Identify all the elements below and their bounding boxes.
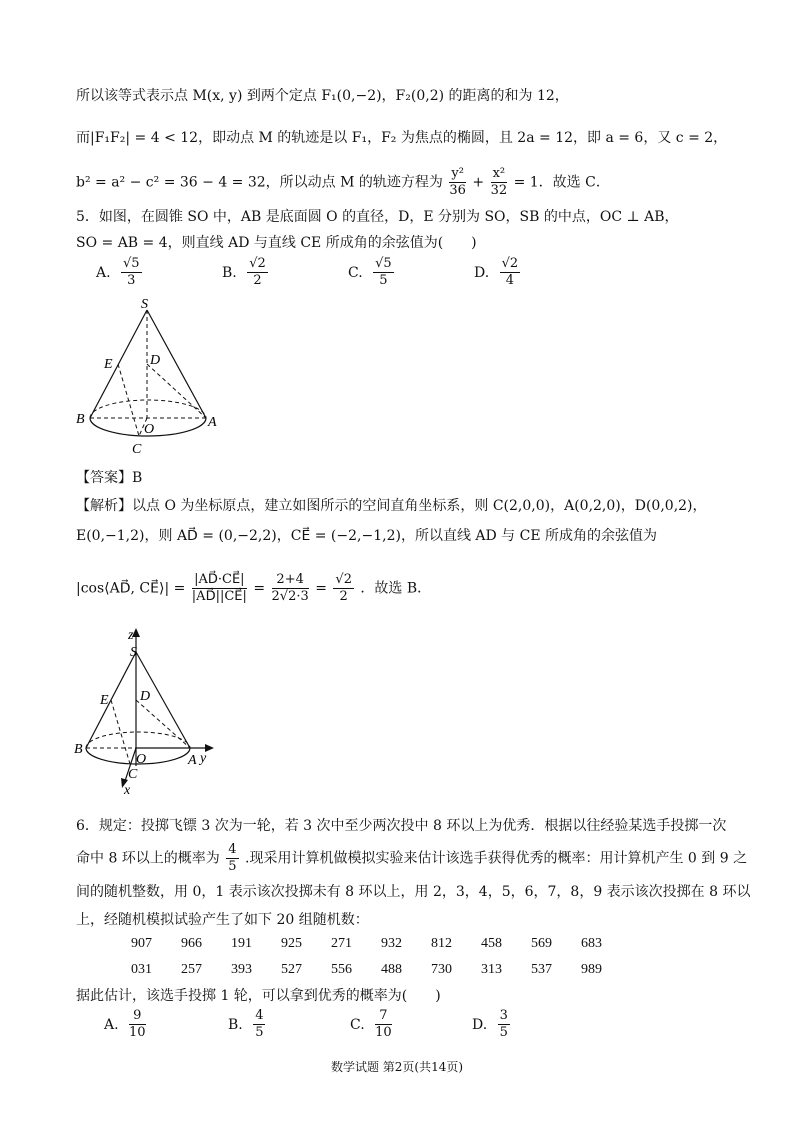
label-c: C xyxy=(132,442,142,457)
fraction-dot-over-norms xyxy=(192,572,247,605)
option-label: A. xyxy=(104,1016,119,1033)
q5-option-b xyxy=(222,256,270,289)
page-footer: 数学试题 第2页(共14页) xyxy=(330,1060,464,1074)
q6-stem-line-3: 间的随机整数，用 0，1 表示该次投掷未有 8 环以上，用 2，3，4，5，6，7，8，9 表示该次投掷在 8 环以 xyxy=(76,884,751,900)
q5-option-d xyxy=(474,256,522,289)
plus-sign: + xyxy=(472,174,485,191)
solution-line-3 xyxy=(76,166,610,199)
fraction-denominator: 10 xyxy=(129,1025,146,1040)
fraction-numerator: 2+4 xyxy=(272,572,309,589)
random-number-row-2 xyxy=(131,962,631,978)
solution-line-3-text: b² = a² − c² = 36 − 4 = 32，所以动点 M 的轨迹方程为 xyxy=(76,174,443,191)
segment-ad xyxy=(147,364,206,418)
random-number: 271 xyxy=(331,936,352,951)
segment-ce xyxy=(111,700,130,764)
label-a: A xyxy=(208,415,217,430)
option-fraction xyxy=(129,1008,146,1041)
random-number: 031 xyxy=(131,962,152,977)
random-number: 925 xyxy=(281,936,302,951)
random-number: 932 xyxy=(381,936,402,951)
q6-stem-line-5: 据此估计，该选手投掷 1 轮，可以拿到优秀的概率为( ) xyxy=(76,988,441,1004)
option-fraction xyxy=(500,256,521,289)
fraction-numerator: √2 xyxy=(335,572,352,587)
fraction-denominator: 2√2·3 xyxy=(271,589,309,604)
fraction-numerator: 7 xyxy=(375,1008,392,1025)
fraction-x2-32 xyxy=(491,166,508,199)
fraction-denominator: |AD⃗||CE⃗| xyxy=(191,589,247,604)
label-o: O xyxy=(144,422,155,437)
equals-sign: = xyxy=(315,580,327,597)
random-number: 966 xyxy=(181,936,202,951)
q6-option-a xyxy=(104,1008,148,1041)
option-fraction xyxy=(247,256,268,289)
random-number-row-1 xyxy=(131,936,631,952)
fraction-denominator: 5 xyxy=(499,1025,508,1040)
q5-analysis-line-2: E(0,−1,2)，则 AD⃗ = (0,−2,2)，CE⃗ = (−2,−1,2)，所以直线 AD 与 CE 所成角的余弦值为 xyxy=(76,528,658,544)
label-e: E xyxy=(100,693,109,708)
solution-line-1: 所以该等式表示点 M(x, y) 到两个定点 F₁(0,−2)，F₂(0,2) 的距离的和为 12， xyxy=(76,88,569,104)
q6-stem-line-2-start: 命中 8 环以上的概率为 xyxy=(76,850,220,867)
fraction-result xyxy=(333,572,354,605)
fraction-numerator: 4 xyxy=(255,1008,264,1023)
fraction-denominator: 5 xyxy=(255,1025,264,1040)
option-fraction xyxy=(375,1008,392,1041)
q6-stem-line-4: 上，经随机模拟试验产生了如下 20 组随机数： xyxy=(76,912,369,928)
q6-option-d xyxy=(472,1008,512,1041)
random-number: 907 xyxy=(131,936,152,951)
fraction-denominator: 5 xyxy=(228,859,237,874)
random-number: 989 xyxy=(581,962,602,977)
random-number: 537 xyxy=(531,962,552,977)
fraction-denominator: 2 xyxy=(339,589,348,604)
option-fraction xyxy=(373,256,394,289)
q5-analysis-line-1: 【解析】以点 O 为坐标原点，建立如图所示的空间直角坐标系，则 C(2,0,0)，A(0,2,0)，D(0,0,2)， xyxy=(76,498,707,514)
label-d: D xyxy=(150,353,161,368)
label-e: E xyxy=(104,357,113,372)
random-number: 313 xyxy=(481,962,502,977)
random-number: 730 xyxy=(431,962,452,977)
label-s: S xyxy=(130,645,137,660)
random-number: 569 xyxy=(531,936,552,951)
fraction-numerator: |AD⃗·CE⃗| xyxy=(192,572,247,589)
q5-option-a xyxy=(96,256,144,289)
label-y: y xyxy=(200,751,207,766)
q5-stem-line-1: 5．如图，在圆锥 SO 中，AB 是底面圆 O 的直径，D，E 分别为 SO，SB 的中点，OC ⊥ AB， xyxy=(76,209,679,225)
fraction-numerator: 3 xyxy=(499,1008,508,1023)
random-number: 527 xyxy=(281,962,302,977)
option-label: C. xyxy=(350,1016,365,1033)
random-number: 556 xyxy=(331,962,352,977)
q6-stem-line-2 xyxy=(76,842,747,875)
fraction-numerator: √5 xyxy=(123,256,140,271)
q5-stem-line-2: SO = AB = 4，则直线 AD 与直线 CE 所成角的余弦值为( ) xyxy=(76,235,477,251)
label-z: z xyxy=(128,628,134,643)
label-a: A xyxy=(188,753,197,768)
fraction-numerator: y² xyxy=(451,166,464,181)
equals-sign: = xyxy=(253,580,266,597)
fraction-numerator: 9 xyxy=(129,1008,146,1025)
q5-answer: 【答案】B xyxy=(76,470,143,486)
label-x: x xyxy=(124,783,131,798)
option-label: A. xyxy=(96,264,111,281)
probability-fraction xyxy=(226,842,238,875)
option-label: D. xyxy=(472,1016,488,1033)
q6-option-b xyxy=(228,1008,267,1041)
y-axis-arrow xyxy=(205,744,214,752)
label-s: S xyxy=(141,297,148,312)
option-fraction xyxy=(253,1008,265,1041)
label-d: D xyxy=(140,689,151,704)
fraction-denominator: 36 xyxy=(449,183,466,198)
fraction-y2-36 xyxy=(449,166,466,199)
cos-expression: |cos⟨AD⃗, CE⃗⟩| = xyxy=(76,580,186,597)
option-label: B. xyxy=(228,1016,243,1033)
option-label: D. xyxy=(474,264,490,281)
option-label: C. xyxy=(348,264,363,281)
q6-stem-line-1: 6．规定：投掷飞镖 3 次为一轮，若 3 次中至少两次投中 8 环以上为优秀．根据以往经验某选手投掷一次 xyxy=(76,818,727,834)
random-number: 257 xyxy=(181,962,202,977)
random-number: 458 xyxy=(481,936,502,951)
random-number: 393 xyxy=(231,962,252,977)
option-label: B. xyxy=(222,264,237,281)
segment-ad xyxy=(136,700,190,748)
label-o: O xyxy=(136,752,147,767)
solution-line-2: 而|F₁F₂| = 4 < 12，即动点 M 的轨迹是以 F₁，F₂ 为焦点的椭圆，且 2a = 12，即 a = 6，又 c = 2， xyxy=(76,130,728,146)
label-b: B xyxy=(76,412,85,427)
q6-stem-line-2-end: .现采用计算机做模拟实验来估计该选手获得优秀的概率：用计算机产生 0 到 9 之 xyxy=(245,850,748,867)
analysis-end: ．故选 B． xyxy=(360,580,432,597)
random-number: 683 xyxy=(581,936,602,951)
random-number: 191 xyxy=(231,936,252,951)
cone-axes-figure xyxy=(70,626,230,798)
fraction-denominator: 5 xyxy=(379,273,388,288)
label-b: B xyxy=(74,742,83,757)
solution-line-3-end: = 1．故选 C． xyxy=(513,174,610,191)
fraction-numeric xyxy=(272,572,309,605)
random-number: 488 xyxy=(381,962,402,977)
fraction-numerator: √2 xyxy=(249,256,266,271)
fraction-numerator: x² xyxy=(492,166,506,181)
fraction-denominator: 2 xyxy=(253,273,262,288)
q6-option-c xyxy=(350,1008,394,1041)
q5-option-c xyxy=(348,256,396,289)
fraction-denominator: 4 xyxy=(505,273,515,288)
fraction-numerator: √5 xyxy=(375,256,392,271)
option-fraction xyxy=(498,1008,510,1041)
fraction-denominator: 32 xyxy=(490,183,508,198)
random-number: 812 xyxy=(431,936,452,951)
cone-figure xyxy=(70,296,230,458)
fraction-numerator: 4 xyxy=(228,842,237,857)
label-c: C xyxy=(128,767,138,782)
q5-analysis-line-3 xyxy=(76,572,431,605)
fraction-denominator: 3 xyxy=(127,273,136,288)
option-fraction xyxy=(121,256,142,289)
fraction-numerator: √2 xyxy=(501,256,519,271)
fraction-denominator: 10 xyxy=(375,1025,392,1040)
